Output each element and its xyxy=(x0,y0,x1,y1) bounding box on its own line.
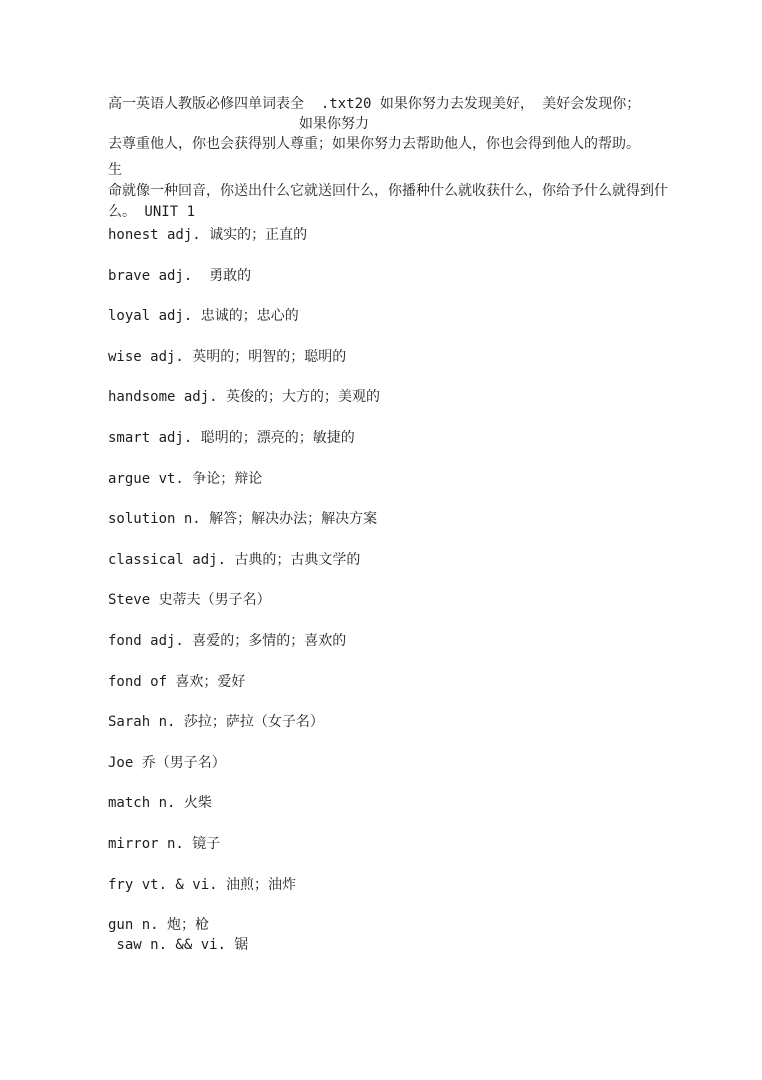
vocab-blank-line xyxy=(108,732,753,752)
vocab-blank-line xyxy=(108,651,753,671)
vocab-line: Sarah n. 莎拉；萨拉（女子名） xyxy=(108,714,324,731)
intro-line-1: 生 xyxy=(108,162,122,178)
vocab-line: Steve 史蒂夫（男子名） xyxy=(108,592,271,609)
vocab-blank-line xyxy=(108,286,753,306)
vocab-line: saw n. && vi. 锯 xyxy=(108,937,249,954)
vocab-blank-line xyxy=(108,326,753,346)
vocab-line: classical adj. 古典的；古典文学的 xyxy=(108,551,361,568)
vocab-line: Joe 乔（男子名） xyxy=(108,754,226,771)
document-content xyxy=(108,0,753,956)
vocab-line: honest adj. 诚实的；正直的 xyxy=(108,227,308,243)
vocab-blank-line xyxy=(108,448,753,468)
vocab-blank-line xyxy=(108,529,753,549)
vocab-line: brave adj. 勇敢的 xyxy=(108,267,252,284)
header-line-2: 如果你努力 xyxy=(299,116,369,132)
vocab-list xyxy=(108,225,753,956)
vocab-blank-line xyxy=(108,773,753,793)
vocab-line: gun n. 炮；枪 xyxy=(108,917,210,934)
vocab-blank-line xyxy=(108,245,753,265)
vocab-line: wise adj. 英明的；明智的；聪明的 xyxy=(108,348,347,365)
vocab-blank-line xyxy=(108,489,753,509)
header-line-3: 去尊重他人，你也会获得别人尊重；如果你努力去帮助他人，你也会得到他人的帮助。 xyxy=(108,136,640,152)
vocab-blank-line xyxy=(108,611,753,631)
vocab-line: smart adj. 聪明的；漂亮的；敏捷的 xyxy=(108,429,355,446)
vocab-line: mirror n. 镜子 xyxy=(108,835,221,852)
vocab-blank-line xyxy=(108,570,753,590)
vocab-blank-line xyxy=(108,814,753,834)
intro-paragraph xyxy=(108,160,753,223)
vocab-line: argue vt. 争论；辩论 xyxy=(108,470,263,487)
vocab-line: fond of 喜欢；爱好 xyxy=(108,673,246,690)
vocab-blank-line xyxy=(108,692,753,712)
vocab-line: loyal adj. 忠诚的；忠心的 xyxy=(108,308,299,325)
header-line-1: 高一英语人教版必修四单词表全 .txt20 如果你努力去发现美好， 美好会发现你； xyxy=(108,96,641,112)
intro-line-3: 么。 UNIT 1 xyxy=(108,204,196,220)
vocab-line: solution n. 解答；解决办法；解决方案 xyxy=(108,511,378,528)
vocab-line: match n. 火柴 xyxy=(108,795,212,812)
vocab-blank-line xyxy=(108,854,753,874)
vocab-line: handsome adj. 英俊的；大方的；美观的 xyxy=(108,389,381,406)
intro-line-2: 命就像一种回音，你送出什么它就送回什么，你播种什么就收获什么，你给予什么就得到什 xyxy=(108,183,668,199)
vocab-blank-line xyxy=(108,367,753,387)
vocab-line: fry vt. & vi. 油煎；油炸 xyxy=(108,876,297,893)
vocab-blank-line xyxy=(108,895,753,915)
vocab-blank-line xyxy=(108,408,753,428)
vocab-line: fond adj. 喜爱的；多情的；喜欢的 xyxy=(108,632,347,649)
document-header xyxy=(108,94,753,154)
